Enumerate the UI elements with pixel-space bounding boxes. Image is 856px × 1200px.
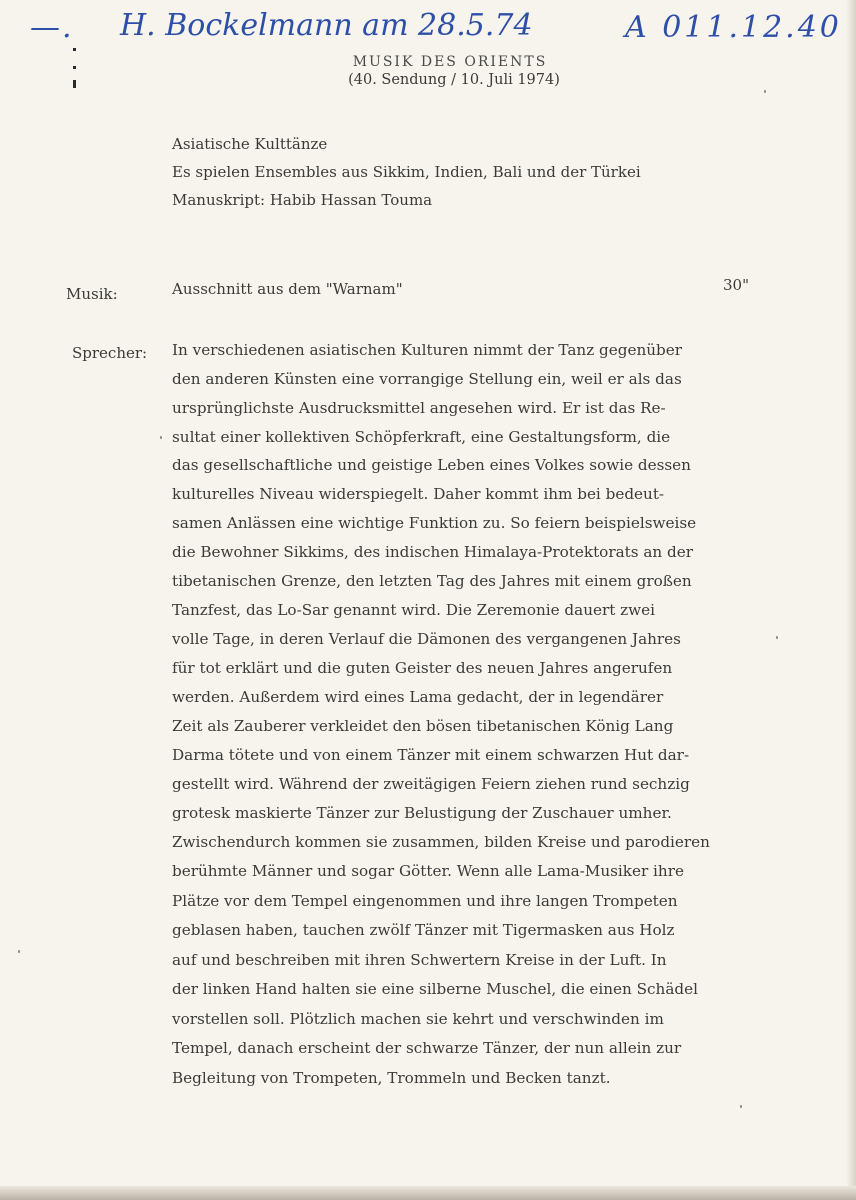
text-line: gestellt wird. Während der zweitägigen Feiern ziehen rund sechzig [172,775,690,793]
text-line: berühmte Männer und sogar Götter. Wenn alle Lama-Musiker ihre [172,862,684,880]
music-label: Musik: [66,285,118,303]
text-line: für tot erklärt und die guten Geister des neuen Jahres angerufen [172,659,673,677]
document-subtitle: (40. Sendung / 10. Juli 1974) [348,72,560,88]
annotation-name-date: H. Bockelmann am 28.5.74 [120,8,533,43]
text-line: werden. Außerdem wird eines Lama gedacht, der in legendärer [172,688,664,706]
text-line: Zeit als Zauberer verkleidet den bösen tibetanischen König Lang [172,717,674,735]
document-title: MUSIK DES ORIENTS [352,54,548,70]
paper-speck [764,90,766,93]
text-line: In verschiedenen asiatischen Kulturen nimmt der Tanz gegenüber [172,341,682,359]
text-line: auf und beschreiben mit ihren Schwertern Kreise in der Luft. In [172,951,667,969]
text-line: Zwischendurch kommen sie zusammen, bilden Kreise und parodieren [172,833,710,851]
text-line: geblasen haben, tauchen zwölf Tänzer mit Tigermasken aus Holz [172,921,675,939]
text-line: das gesellschaftliche und geistige Leben eines Volkes sowie dessen [172,456,691,474]
punch-mark-1 [73,48,76,51]
paper-speck [160,436,162,439]
music-duration: 30" [723,276,749,294]
paper-speck [18,950,20,953]
text-line: samen Anlässen eine wichtige Funktion zu. So feiern beispielsweise [172,514,697,532]
text-line: die Bewohner Sikkims, des indischen Himalaya-Protektorats an der [172,543,694,561]
music-text: Ausschnitt aus dem "Warnam" [172,280,403,298]
text-line: volle Tage, in deren Verlauf die Dämonen des vergangenen Jahres [172,630,681,648]
paper-edge-bottom [0,1186,856,1200]
speaker-label: Sprecher: [72,344,148,362]
text-line: der linken Hand halten sie eine silberne Muschel, die einen Schädel [172,980,698,998]
text-line: kulturelles Niveau widerspiegelt. Daher kommt ihm bei bedeut- [172,485,665,503]
text-line: tibetanischen Grenze, den letzten Tag des Jahres mit einem großen [172,572,692,590]
text-line: Tanzfest, das Lo-Sar genannt wird. Die Zeremonie dauert zwei [172,601,656,619]
text-line: sultat einer kollektiven Schöpferkraft, eine Gestaltungsform, die [172,428,671,446]
intro-line-manuscript: Manuskript: Habib Hassan Touma [172,191,433,209]
handwritten-annotation [30,8,842,58]
text-line: ursprünglichste Ausdrucksmittel angesehen wird. Er ist das Re- [172,399,666,417]
annotation-code: A 011.12.40 [625,10,842,45]
text-line: vorstellen soll. Plötzlich machen sie kehrt und verschwinden im [172,1010,664,1028]
text-line: Tempel, danach erscheint der schwarze Tänzer, der nun allein zur [172,1039,682,1057]
paper-speck [740,1105,742,1108]
intro-line-ensembles: Es spielen Ensembles aus Sikkim, Indien, Bali und der Türkei [172,163,641,181]
text-line: Begleitung von Trompeten, Trommeln und Becken tanzt. [172,1069,611,1087]
text-line: grotesk maskierte Tänzer zur Belustigung der Zuschauer umher. [172,804,672,822]
paper-speck [776,636,778,639]
intro-line-title: Asiatische Kulttänze [172,135,328,153]
text-line: den anderen Künsten eine vorrangige Stellung ein, weil er als das [172,370,682,388]
text-line: Plätze vor dem Tempel eingenommen und ihre langen Trompeten [172,892,678,910]
paper-edge-right [846,0,856,1200]
text-line: Darma tötete und von einem Tänzer mit einem schwarzen Hut dar- [172,746,690,764]
annotation-dash: —. [30,10,74,45]
